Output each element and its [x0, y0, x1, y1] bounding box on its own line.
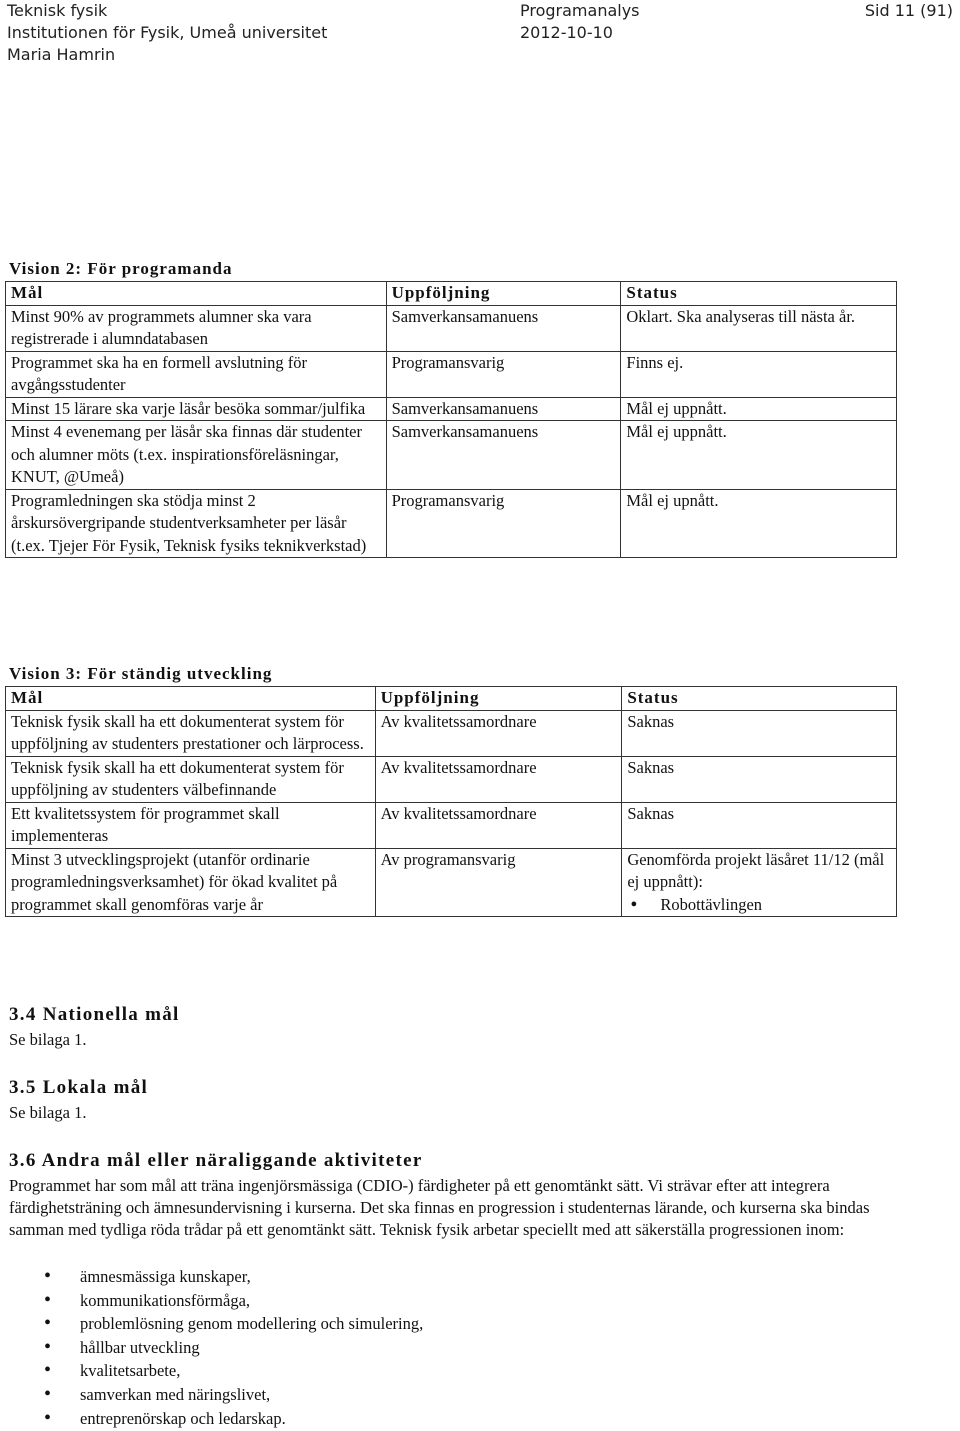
- list-item: • problemlösning genom modellering och simulering,: [0, 1312, 423, 1336]
- table-row: [6, 351, 897, 397]
- header-institution: Institutionen för Fysik, Umeå universitet: [7, 23, 328, 42]
- followup-cell: Samverkansamanuens: [386, 305, 621, 351]
- followup-cell: Av kvalitetssamordnare: [375, 710, 622, 756]
- goal-cell: Minst 15 lärare ska varje läsår besöka sommar/julfika: [6, 397, 387, 421]
- followup-cell: Av kvalitetssamordnare: [375, 756, 622, 802]
- table-row: [6, 421, 897, 490]
- header-date: 2012-10-10: [520, 23, 613, 42]
- status-list: [627, 894, 891, 917]
- table-row: [6, 802, 897, 848]
- section-3-5-text: Se bilaga 1.: [9, 1103, 87, 1122]
- goal-cell: Programledningen ska stödja minst 2 årskursövergripande studentverksamheter per läsår (t.ex. Tjejer För Fysik, Teknisk fysiks teknikverkstad): [6, 489, 387, 558]
- column-header-followup: Uppföljning: [386, 282, 621, 306]
- status-cell: [622, 848, 897, 917]
- vision3-table: [5, 686, 897, 917]
- followup-cell: Samverkansamanuens: [386, 421, 621, 490]
- column-header-goal: Mål: [6, 282, 387, 306]
- vision3-title: Vision 3: För ständig utveckling: [9, 664, 273, 683]
- vision2-table: [5, 281, 897, 558]
- table-row: [6, 848, 897, 917]
- list-item: • hållbar utveckling: [0, 1336, 423, 1360]
- table-row: [6, 710, 897, 756]
- goal-cell: Minst 3 utvecklingsprojekt (utanför ordinarie programledningsverksamhet) för ökad kvalitet på programmet skall genomföras varje år: [6, 848, 376, 917]
- goal-cell: Teknisk fysik skall ha ett dokumenterat system för uppföljning av studenters välbefinnande: [6, 756, 376, 802]
- status-cell: Oklart. Ska analyseras till nästa år.: [621, 305, 897, 351]
- list-item: • Robottävlingen: [627, 894, 891, 917]
- table-header-row: [6, 687, 897, 711]
- status-cell: Mål ej upnått.: [621, 489, 897, 558]
- header-middle: [520, 0, 640, 44]
- status-cell: Saknas: [622, 802, 897, 848]
- table-row: [6, 756, 897, 802]
- header-doc-title: Programanalys: [520, 1, 640, 20]
- column-header-followup: Uppföljning: [375, 687, 622, 711]
- column-header-goal: Mål: [6, 687, 376, 711]
- list-item: • entreprenörskap och ledarskap.: [0, 1407, 423, 1431]
- header-author: Maria Hamrin: [7, 45, 116, 64]
- status-text: Genomförda projekt läsåret 11/12 (mål ej uppnått):: [627, 849, 885, 891]
- list-item: • kommunikationsförmåga,: [0, 1289, 423, 1313]
- section-3-6-paragraph: Programmet har som mål att träna ingenjörsmässiga (CDIO-) färdigheter på ett genomtänkt sätt. Vi strävar efter att integrera färdighetsträning och ämnesundervisning i kurserna. Det ska finnas en progression i studenternas lärande, och kurserna ska bindas samman med tydliga röda trådar på ett genomtänkt sätt. Teknisk fysik arbetar speciellt med att säkerställa progressionen inom:: [9, 1176, 870, 1239]
- status-cell: Saknas: [622, 710, 897, 756]
- table-row: [6, 489, 897, 558]
- goal-cell: Minst 4 evenemang per läsår ska finnas där studenter och alumner möts (t.ex. inspirationsföreläsningar, KNUT, @Umeå): [6, 421, 387, 490]
- table-header-row: [6, 282, 897, 306]
- section-3-4-heading: 3.4 Nationella mål: [9, 1004, 180, 1025]
- progression-list: [0, 1265, 423, 1430]
- header-left: [7, 0, 327, 66]
- status-cell: Mål ej uppnått.: [621, 397, 897, 421]
- table-row: [6, 305, 897, 351]
- section-3-4-text: Se bilaga 1.: [9, 1030, 87, 1049]
- column-header-status: Status: [622, 687, 897, 711]
- followup-cell: Samverkansamanuens: [386, 397, 621, 421]
- followup-cell: Av programansvarig: [375, 848, 622, 917]
- goal-cell: Minst 90% av programmets alumner ska vara registrerade i alumndatabasen: [6, 305, 387, 351]
- table-row: [6, 397, 897, 421]
- section-3-6-heading: 3.6 Andra mål eller näraliggande aktiviteter: [9, 1150, 423, 1171]
- header-program: Teknisk fysik: [7, 1, 108, 20]
- followup-cell: Av kvalitetssamordnare: [375, 802, 622, 848]
- status-cell: Mål ej uppnått.: [621, 421, 897, 490]
- followup-cell: Programansvarig: [386, 489, 621, 558]
- column-header-status: Status: [621, 282, 897, 306]
- status-cell: Finns ej.: [621, 351, 897, 397]
- list-item: • samverkan med näringslivet,: [0, 1383, 423, 1407]
- header-page-number: Sid 11 (91): [864, 1, 953, 20]
- followup-cell: Programansvarig: [386, 351, 621, 397]
- status-cell: Saknas: [622, 756, 897, 802]
- list-item: • ämnesmässiga kunskaper,: [0, 1265, 423, 1289]
- goal-cell: Ett kvalitetssystem för programmet skall implementeras: [6, 802, 376, 848]
- vision2-title: Vision 2: För programanda: [9, 259, 233, 278]
- section-3-5-heading: 3.5 Lokala mål: [9, 1077, 149, 1098]
- goal-cell: Teknisk fysik skall ha ett dokumenterat system för uppföljning av studenters prestationer och lärprocess.: [6, 710, 376, 756]
- goal-cell: Programmet ska ha en formell avslutning för avgångsstudenter: [6, 351, 387, 397]
- list-item: • kvalitetsarbete,: [0, 1359, 423, 1383]
